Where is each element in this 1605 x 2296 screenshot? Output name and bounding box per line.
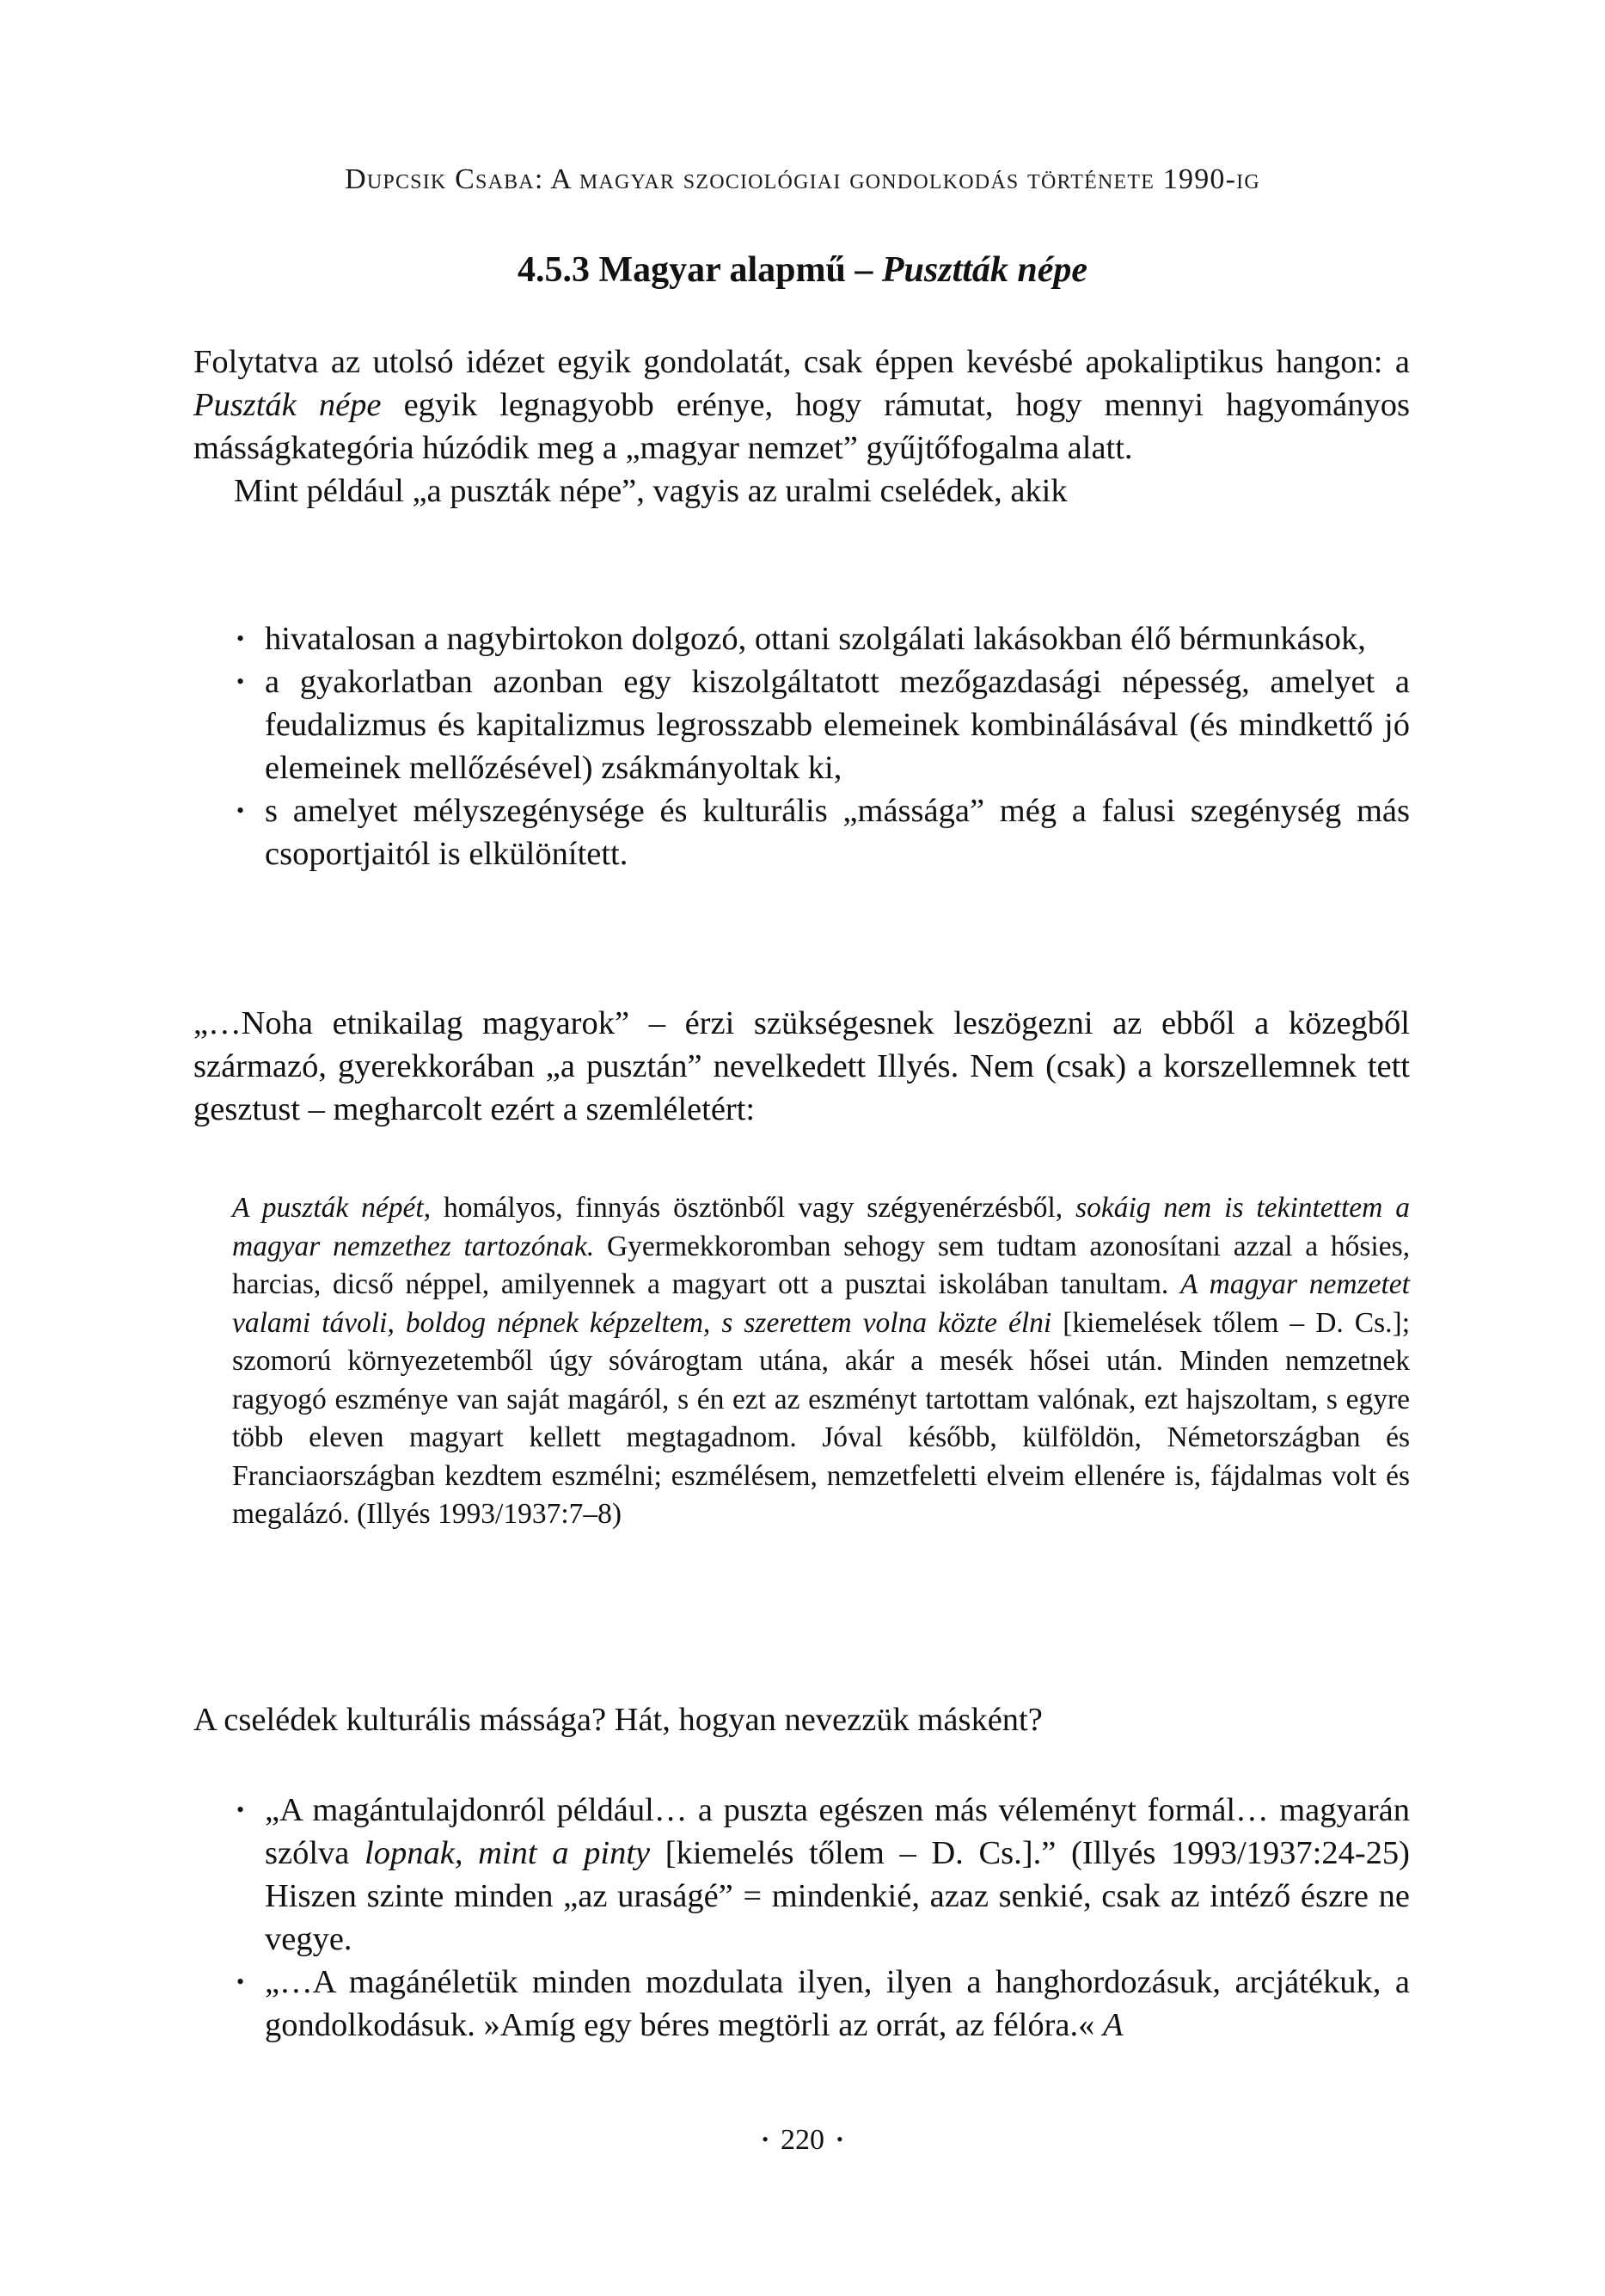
text-run: egyik legnagyobb erénye, hogy rámutat, hogy mennyi hagyományos másságkategória húzódik meg a „magyar nemzet” gyűjtőfogalma alatt.: [193, 387, 1410, 466]
text-run: Folytatva az utolsó idézet egyik gondolatát, csak éppen kevésbé apokaliptikus hangon: a: [193, 344, 1410, 380]
section-heading-italic: Pusztták népe: [881, 250, 1088, 290]
bullet-list-1: [193, 617, 1410, 875]
running-head: Dupcsik Csaba: A magyar szociológiai gondolkodás története 1990-ig: [345, 163, 1260, 195]
list-item-text: s amelyet mélyszegénysége és kulturális „mássága” még a falusi szegénység más csoportjaitól is elkülönített.: [265, 793, 1410, 872]
list-item-italic: lopnak, mint a pinty: [364, 1835, 651, 1871]
quote-italic: A puszták népét,: [232, 1192, 432, 1224]
quote-italic: A magyar nemzetet valami távoli, boldog népnek képzeltem, s szerettem volna közte élni: [232, 1268, 1410, 1339]
list-item-text: [kiemelés tőlem – D. Cs.].” (Illyés 1993/1937:24-25) Hiszen szinte minden „az uraságé” = mindenkié, azaz senkié, csak az intéző észre ne vegye.: [265, 1835, 1411, 1957]
page-number-text: 220: [781, 2124, 824, 2156]
paragraph-3: [193, 1002, 1410, 1131]
intro-paragraph-2: Mint például „a puszták népe”, vagyis az uralmi cselédek, akik: [234, 473, 1068, 509]
block-quote: [232, 1189, 1410, 1534]
quote-italic: sokáig nem is tekintettem a magyar nemzethez tartozónak.: [232, 1192, 1411, 1262]
list-item: [193, 789, 1410, 875]
list-item: [193, 617, 1410, 660]
list-item-text: „…A magánéletük minden mozdulata ilyen, ilyen a hanghordozásuk, arcjátékuk, a gondolkodásuk. »Amíg egy béres megtörli az orrát, az félóra.«: [265, 1964, 1410, 2043]
paragraph-text: „…Noha etnikailag magyarok” – érzi szükségesnek leszögezni az ebből a közegből származó, gyerekkorában „a pusztán” nevelkedett Illyés. Nem (csak) a korszellemnek tett gesztust – megharcolt ezért a szemléletért:: [193, 1005, 1410, 1127]
quote-text: homályos, finnyás ösztönből vagy szégyenérzésből,: [431, 1192, 1076, 1224]
list-item-text: a gyakorlatban azonban egy kiszolgáltatott mezőgazdasági népesség, amelyet a feudalizmus és kapitalizmus legrosszabb elemeinek kombinálásával (és mindkettő jó elemeinek mellőzésével) zsákmányoltak ki,: [265, 664, 1410, 786]
bullet-icon: •: [236, 798, 245, 823]
intro-paragraph: [193, 341, 1410, 470]
ornament-icon: •: [762, 2128, 769, 2150]
paragraph-text: A cselédek kulturális mássága? Hát, hogyan nevezzük másként?: [193, 1702, 1043, 1738]
section-heading-text: 4.5.3 Magyar alapmű –: [517, 250, 882, 290]
quote-text: [kiemelések tőlem – D. Cs.]; szomorú környezetemből úgy sóvárogtam utána, akár a mesék hősei után. Minden nemzetnek ragyogó eszménye van saját magáról, s én ezt az eszményt tartottam valónak, ezt hajszoltam, s egyre több eleven magyart kellett megtagadnom. Jóval később, külföldön, Németországban és Franciaországban kezdtem eszmélni; eszmélésem, nemzetfeletti elveim ellenére is, fájdalmas volt és megalázó. (Illyés 1993/1937:7–8): [232, 1306, 1410, 1530]
list-item: [193, 1961, 1410, 2047]
book-title-italic: Puszták népe: [193, 387, 382, 423]
list-item-italic: A: [1103, 2007, 1124, 2043]
bullet-list-2: [193, 1789, 1410, 2047]
intro-block: [193, 341, 1410, 513]
list-item-text: hivatalosan a nagybirtokon dolgozó, ottani szolgálati lakásokban élő bérmunkások,: [265, 621, 1366, 657]
list-item-text: „A magántulajdonról például… a puszta egészen más véleményt formál… magyarán szólva: [265, 1792, 1410, 1871]
bullet-icon: •: [236, 626, 245, 651]
list-item: [193, 660, 1410, 789]
section-heading: [0, 249, 1605, 291]
ornament-icon: •: [836, 2128, 843, 2150]
list-item: [193, 1789, 1410, 1961]
bullet-icon: •: [236, 1969, 245, 1994]
page-number: [0, 2124, 1605, 2157]
quote-text: Gyermekkoromban sehogy sem tudtam azonosítani azzal a hősies, harcias, dicső néppel, amilyennek a magyart ott a pusztai iskolában tanultam.: [232, 1230, 1410, 1300]
bullet-icon: •: [236, 1797, 245, 1822]
bullet-icon: •: [236, 669, 245, 694]
paragraph-4: [193, 1698, 1410, 1741]
